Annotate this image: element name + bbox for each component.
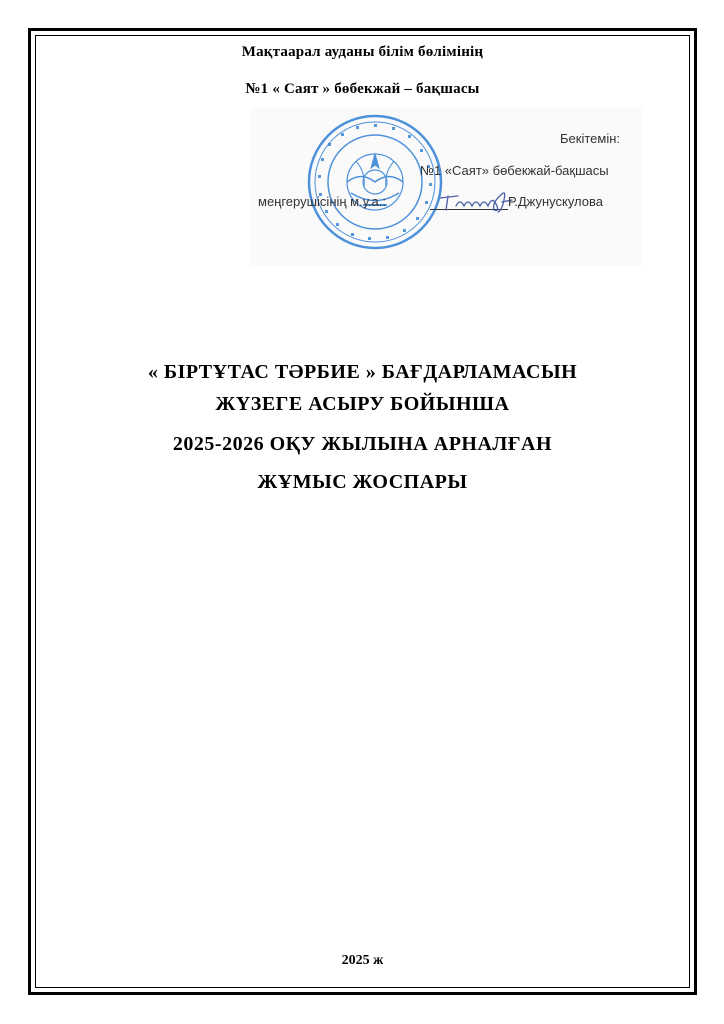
- title-line-2: ЖҮЗЕГЕ АСЫРУ БОЙЫНША: [215, 393, 510, 415]
- approver-name: Р.Джунускулова: [508, 194, 604, 209]
- official-seal-stamp: [306, 113, 444, 251]
- title-line-4: ЖҰМЫС ЖОСПАРЫ: [257, 471, 468, 493]
- handwritten-signature: [436, 188, 516, 216]
- header-kindergarten: №1 « Саят » бөбекжай – бақшасы: [245, 81, 480, 97]
- title-line-3: 2025-2026 ОҚУ ЖЫЛЫНА АРНАЛҒАН: [172, 433, 553, 455]
- approver-institution: №1 «Саят» бөбекжай-бақшасы: [420, 163, 609, 178]
- title-line-1: « БІРТҰТАС ТӘРБИЕ » БАҒДАРЛАМАСЫН: [147, 361, 578, 383]
- footer-year: 2025 ж: [341, 953, 384, 968]
- header-department: Мақтаарал ауданы білім бөлімінің: [241, 44, 484, 60]
- approved-label: Бекітемін:: [560, 131, 620, 146]
- approver-role: меңгерушісінің м.у.а.:: [258, 194, 386, 209]
